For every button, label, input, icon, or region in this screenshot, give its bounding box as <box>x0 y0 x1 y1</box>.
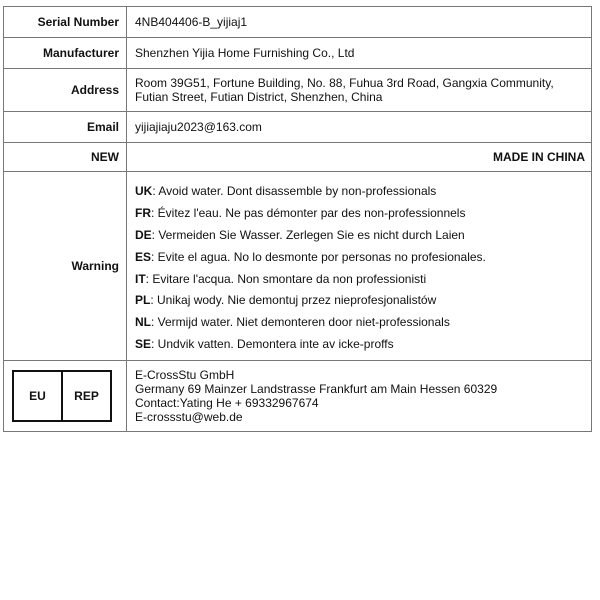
rep-contact: Contact:Yating He + 69332967674 <box>135 396 319 410</box>
warning-line-es <box>135 247 585 269</box>
serial-number-value: 4NB404406-B_yijiaj1 <box>127 7 592 38</box>
warning-code: ES <box>135 249 152 264</box>
warning-text: : Unikaj wody. Nie demontuj przez nieprofesjonalistów <box>150 293 437 308</box>
new-label: NEW <box>4 143 127 172</box>
email-row <box>4 112 592 143</box>
warning-text: : Evite el agua. No lo desmonte por personas no profesionales. <box>151 249 486 264</box>
warning-line-it <box>135 269 585 291</box>
serial-number-row <box>4 7 592 38</box>
eu-rep-symbol <box>12 370 112 422</box>
warning-text: : Vermeiden Sie Wasser. Zerlegen Sie es nicht durch Laien <box>151 227 465 242</box>
rep-company: E-CrossStu GmbH <box>135 368 235 382</box>
warning-row <box>4 172 592 361</box>
address-line-1: Room 39G51, Fortune Building, No. 88, Fuhua 3rd Road, Gangxia Community, <box>135 76 554 90</box>
email-label: Email <box>4 112 127 143</box>
warning-text: : Évitez l'eau. Ne pas démonter par des non-professionnels <box>151 206 466 221</box>
warning-code: IT <box>135 271 146 286</box>
warning-code: SE <box>135 336 152 351</box>
manufacturer-value: Shenzhen Yijia Home Furnishing Co., Ltd <box>127 38 592 69</box>
warning-line-pl <box>135 290 585 312</box>
warning-code: FR <box>135 206 151 221</box>
rep-email: E-crossstu@web.de <box>135 410 243 424</box>
eu-rep-symbol-cell <box>4 361 127 432</box>
warning-code: DE <box>135 227 152 242</box>
manufacturer-row <box>4 38 592 69</box>
warning-label: Warning <box>4 172 127 361</box>
eu-rep-details <box>127 361 592 432</box>
address-value <box>127 69 592 112</box>
warning-line-uk <box>135 181 585 203</box>
made-in-china-label: MADE IN CHINA <box>127 143 592 172</box>
warning-text: : Vermijd water. Niet demonteren door niet-professionals <box>151 315 450 330</box>
eu-box: EU <box>29 389 46 403</box>
warning-line-fr <box>135 203 585 225</box>
rep-box: REP <box>61 372 110 420</box>
address-label: Address <box>4 69 127 112</box>
rep-address: Germany 69 Mainzer Landstrasse Frankfurt am Main Hessen 60329 <box>135 382 498 396</box>
warning-text: : Undvik vatten. Demontera inte av icke-proffs <box>151 336 394 351</box>
warning-text: : Avoid water. Dont disassemble by non-professionals <box>152 184 437 199</box>
address-row <box>4 69 592 112</box>
address-line-2: Futian Street, Futian District, Shenzhen, China <box>135 90 383 104</box>
manufacturer-label: Manufacturer <box>4 38 127 69</box>
warning-line-de <box>135 225 585 247</box>
warning-list <box>127 172 592 361</box>
warning-text: : Evitare l'acqua. Non smontare da non professionisti <box>145 271 427 286</box>
serial-number-label: Serial Number <box>4 7 127 38</box>
email-value: yijiajiaju2023@163.com <box>127 112 592 143</box>
warning-code: PL <box>135 293 151 308</box>
warning-code: UK <box>135 184 153 199</box>
eu-rep-row <box>4 361 592 432</box>
product-label-table <box>3 6 592 432</box>
warning-line-se <box>135 334 585 356</box>
warning-line-nl <box>135 312 585 334</box>
new-row <box>4 143 592 172</box>
warning-code: NL <box>135 315 151 330</box>
